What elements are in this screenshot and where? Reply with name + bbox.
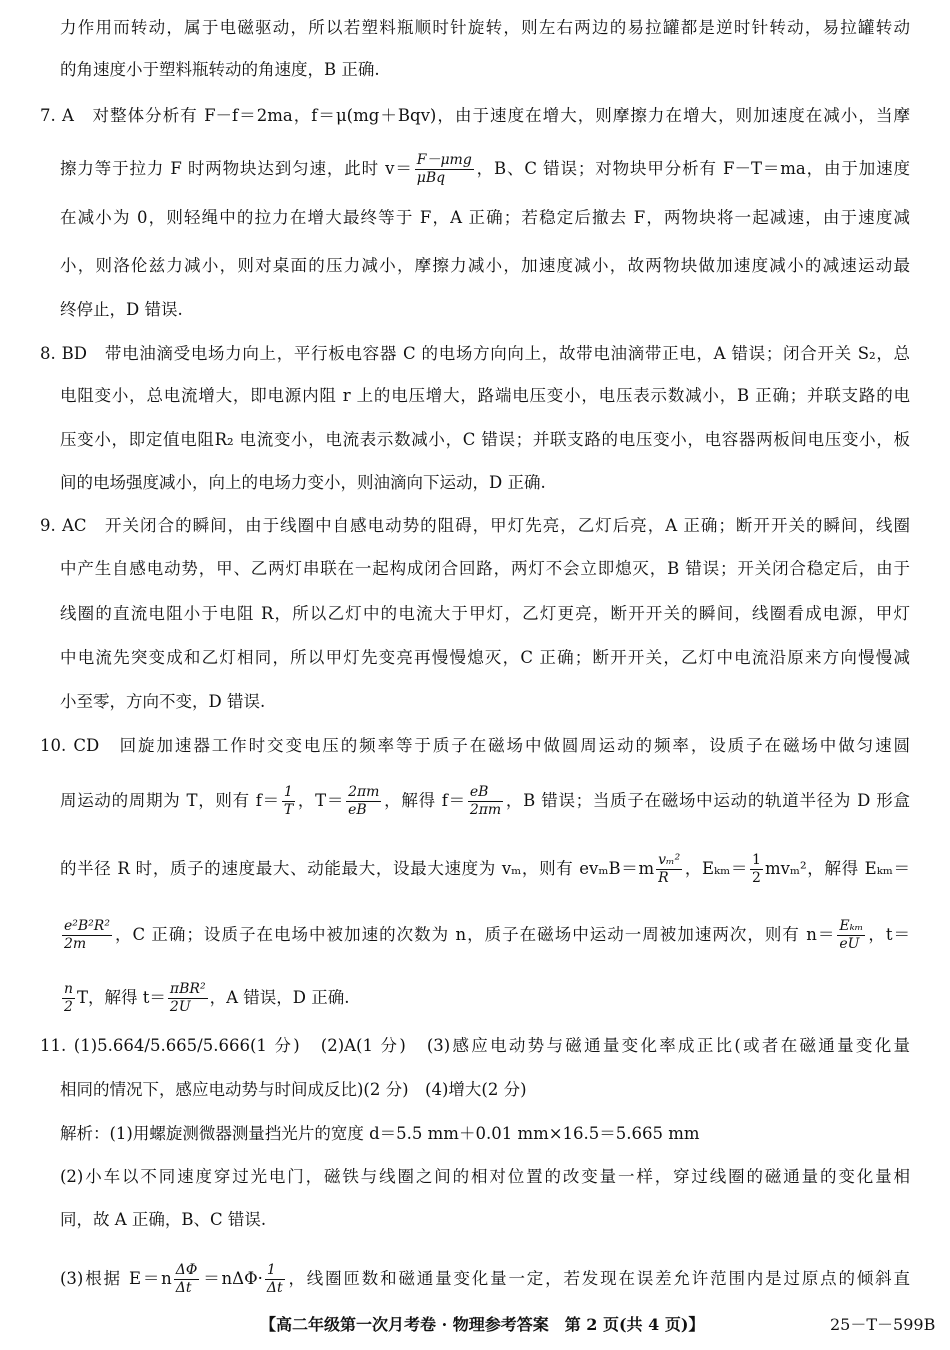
text-run: ，t＝ [867,925,910,944]
numerator: 2πm [348,784,380,800]
fraction [62,981,75,1016]
q10-line-formula [60,784,910,819]
text-run: 擦力等于拉力 F 时两物块达到匀速，此时 v＝ [60,159,413,178]
q8-line: 间的电场强度减小，向上的电场力变小，则油滴向下运动，D 正确. [60,473,546,492]
q9-line: 小至零，方向不变，D 错误. [60,692,266,711]
denominator: 2 [64,999,73,1015]
text-run: mvₘ²，解得 Eₖₘ＝ [764,859,910,878]
numerator: F－μmg [416,152,472,168]
fraction [750,852,763,887]
q7-line: 小，则洛伦兹力减小，则对桌面的压力减小，摩擦力减小，加速度减小，故两物块做加速度减小的减速运动最 [60,256,910,275]
numerator: Eₖₘ [839,918,864,934]
q9-line: 中产生自感电动势，甲、乙两灯串联在一起构成闭合回路，两灯不会立即熄灭，B 错误；开关闭合稳定后，由于 [60,559,910,578]
text-line: 力作用而转动，属于电磁驱动，所以若塑料瓶顺时针旋转，则左右两边的易拉罐都是逆时针转动，易拉罐转动 [60,18,910,37]
text-run: ，B 错误；当质子在磁场中运动的轨道半径为 D 形盒 [505,791,910,810]
fraction [656,852,682,887]
q8-line: 压变小，即定值电阻R₂ 电流变小，电流表示数减小，C 错误；并联支路的电压变小，电容器两板间电压变小，板 [60,430,910,449]
fraction [265,1262,285,1297]
q9-line: 线圈的直流电阻小于电阻 R，所以乙灯中的电流大于甲灯，乙灯更亮，断开开关的瞬间，线圈看成电源，甲灯 [60,604,910,623]
numerator: eB [468,784,503,802]
q9-line: 中电流先突变成和乙灯相同，所以甲灯先变亮再慢慢熄灭，C 正确；断开开关，乙灯中电流沿原来方向慢慢减 [60,648,910,667]
fraction [168,981,208,1016]
footer-code: 25－T－599B [830,1315,936,1334]
text-run: ，T＝ [297,791,345,810]
q8-line: 8. BD 带电油滴受电场力向上，平行板电容器 C 的电场方向向上，故带电油滴带正电，A 错误；闭合开关 S₂，总 [40,344,910,363]
q7-line: 在减小为 0，则轻绳中的拉力在增大最终等于 F，A 正确；若稳定后撤去 F，两物块将一起减速，由于速度减 [60,208,910,227]
q11-line: 解析：(1)用螺旋测微器测量挡光片的宽度 d＝5.5 mm＋0.01 mm×16.5＝5.665 mm [60,1124,700,1143]
fraction [282,784,295,819]
q11-line: 相同的情况下，感应电动势与时间成反比)(2 分) (4)增大(2 分) [60,1080,527,1099]
q11-line: 11. (1)5.664/5.665/5.666(1 分) (2)A(1 分) (3)感应电动势与磁通量变化率成正比(或者在磁通量变化量 [40,1036,910,1055]
text-run: ，Eₖₘ＝ [684,859,749,878]
text-run: ＝nΔΦ· [201,1269,263,1288]
text-run: ，B、C 错误；对物块甲分析有 F－T＝ma，由于加速度 [475,159,910,178]
text-run: ，线圈匝数和磁通量变化量一定，若发现在误差允许范围内是过原点的倾斜直 [286,1269,910,1288]
fraction [415,152,474,187]
numerator: 1 [265,1262,285,1280]
denominator: Δt [266,1280,283,1296]
text-run: ，解得 f＝ [383,791,466,810]
numerator: vₘ² [658,852,681,868]
q10-line: 10. CD 回旋加速器工作时交变电压的频率等于质子在磁场中做圆周运动的频率，设质子在磁场中做匀速圆 [40,736,910,755]
q9-line: 9. AC 开关闭合的瞬间，由于线圈中自感电动势的阻碍，甲灯先亮，乙灯后亮，A 正确；断开开关的瞬间，线圈 [40,516,910,535]
denominator: μBq [416,170,446,186]
q7-line: 7. A 对整体分析有 F－f＝2ma，f＝μ(mg＋Bqv)，由于速度在增大，则摩擦力在增大，则加速度在减小，当摩 [40,106,910,125]
denominator: eB [348,802,367,818]
q10-line-formula [60,981,910,1016]
q10-line-formula [60,852,910,887]
fraction [346,784,381,819]
denominator: R [658,870,669,886]
fraction [837,918,865,953]
q7-line-formula [60,152,910,187]
text-run: 周运动的周期为 T，则有 f＝ [60,791,280,810]
denominator: 2m [64,936,87,952]
denominator: 2πm [469,802,502,818]
q7-line: 终停止，D 错误. [60,300,183,319]
q11-line-formula [60,1262,910,1297]
numerator: πBR² [169,981,206,997]
denominator: eU [839,936,860,952]
numerator: ΔΦ [175,1262,198,1278]
fraction [468,784,503,819]
q11-line: 同，故 A 正确，B、C 错误. [60,1210,267,1229]
text-run: ，A 错误，D 正确. [209,988,350,1007]
denominator: 2U [169,999,191,1015]
denominator: T [283,802,294,818]
numerator: 1 [752,852,761,868]
footer-title: 【高二年级第一次月考卷 · 物理参考答案 第 2 页(共 4 页)】 [260,1315,705,1334]
text-run: T，解得 t＝ [77,988,166,1007]
q10-line-formula [60,918,910,953]
numerator: 1 [282,784,295,802]
numerator: e²B²R² [64,918,110,934]
text-run: ，C 正确；设质子在电场中被加速的次数为 n，质子在磁场中运动一周被加速两次，则有 n＝ [113,925,836,944]
text-line: 的角速度小于塑料瓶转动的角速度，B 正确. [60,60,380,79]
text-run: 的半径 R 时，质子的速度最大、动能最大，设最大速度为 vₘ，则有 evₘB＝m [60,859,655,878]
fraction [174,1262,200,1297]
fraction [62,918,112,953]
q8-line: 电阻变小，总电流增大，即电源内阻 r 上的电压增大，路端电压变小，电压表示数减小，B 正确；并联支路的电 [60,386,910,405]
text-run: (3)根据 E＝n [60,1269,172,1288]
denominator: 2 [752,870,761,886]
denominator: Δt [175,1280,192,1296]
numerator: n [64,981,74,997]
q11-line: (2)小车以不同速度穿过光电门，磁铁与线圈之间的相对位置的改变量一样，穿过线圈的磁通量的变化量相 [60,1167,910,1186]
